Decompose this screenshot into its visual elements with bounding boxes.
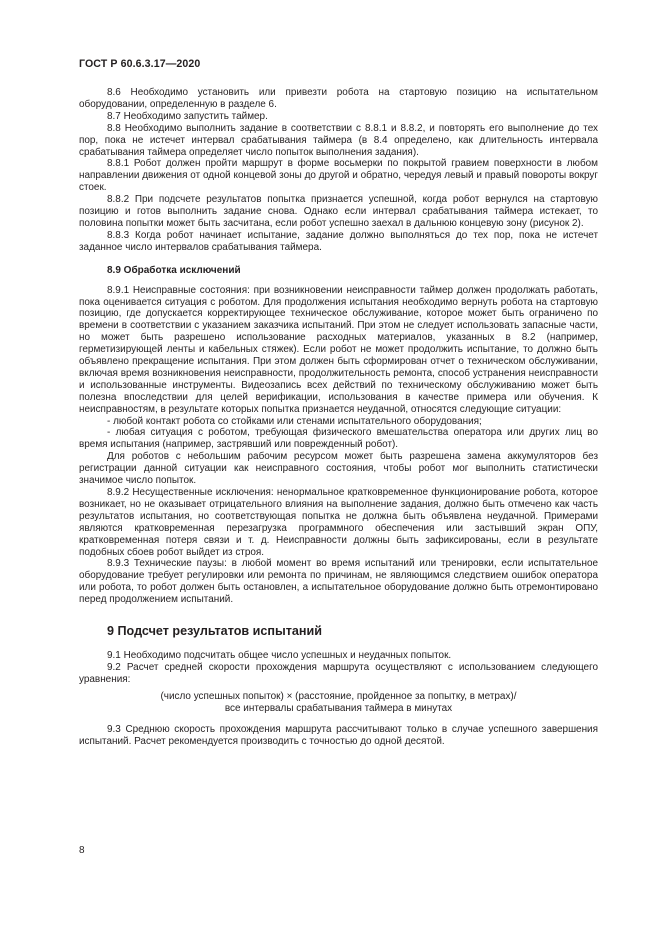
section-heading-8-9: 8.9 Обработка исключений	[107, 264, 241, 276]
paragraph-9-2: 9.2 Расчет средней скорости прохождения маршрута осуществляют с использованием следующего уравнения:	[79, 661, 598, 685]
paragraph-8-9-1: 8.9.1 Неисправные состояния: при возникновении неисправности таймер должен продолжать работать, пока оценивается ситуация с роботом. Для продолжения испытания необходимо вернуть робота на стартовую позицию, где допускается корректирующее техническое обслуживание, которое может быть ограничено по времени в соответствии с указанием заказчика испытаний. При этом не следует использовать запасные части, но может быть разрешено использование расходных материалов, указанных в 8.2 (например, герметизирующей ленты и кабельных стяжек). Если робот не может продолжить испытание, то должно быть объявлено прекращение испытания. При этом должен быть сформирован отчет о техническом обслуживании, включая время возникновения неисправности, продолжительность ремонта, способ устранения неисправности и использованные инструменты. Видеозапись всех действий по техническому обслуживанию может быть полезна впоследствии для целей верификации, использования в качестве примера или обучения. К неисправностям, в результате которых попытка признается неудачной, относятся следующие ситуации:	[79, 284, 598, 415]
paragraph-8-8-1: 8.8.1 Робот должен пройти маршрут в форме восьмерки по покрытой гравием поверхности в любом направлении движения от одной концевой зоны до другой и обратно, чередуя левый и правый повороты вокруг стоек.	[79, 158, 598, 194]
paragraph-8-9-2: 8.9.2 Несущественные исключения: ненормальное кратковременное функционирование робота, которое возникает, но не оказывает отрицательного влияния на выполнение задания, должно быть отмечено как часть результатов испытания, но соответствующая попытка не должна быть объявлена неудачной. Примерами являются кратковременная перезагрузка программного обеспечения или застывший экран ОПУ, кратковременная потеря связи и т. д. Неисправности должны быть зафиксированы, если в результате подобных сбоев робот выйдет из строя.	[79, 487, 598, 558]
document-id: ГОСТ Р 60.6.3.17—2020	[79, 58, 201, 70]
paragraph-8-8-2: 8.8.2 При подсчете результатов попытка признается успешной, когда робот вернулся на стартовую позицию и готов выполнить задание снова. Однако если интервал срабатывания таймера истекает, то половина попытки может быть засчитана, если робот успешно заехал в дальнюю концевую зону (рисунок 2).	[79, 194, 598, 229]
paragraph-9-3: 9.3 Среднюю скорость прохождения маршрута рассчитывают только в случае успешного завершения испытаний. Расчет рекомендуется производить с точностью до одной десятой.	[79, 723, 598, 747]
formula	[79, 691, 598, 715]
list-item: - любой контакт робота со стойками или стенами испытательного оборудования;	[107, 415, 482, 427]
page-number: 8	[79, 845, 85, 856]
chapter-heading-9: 9 Подсчет результатов испытаний	[107, 624, 322, 639]
list-item: - любая ситуация с роботом, требующая физического вмешательства оператора или других лиц во время испытания (например, застрявший или поврежденный робот).	[79, 427, 598, 451]
paragraph-9-1: 9.1 Необходимо подсчитать общее число успешных и неудачных попыток.	[107, 650, 452, 662]
paragraph-8-8-3: 8.8.3 Когда робот начинает испытание, задание должно выполняться до тех пор, пока не истечет заданное число интервалов срабатывания таймера.	[79, 229, 598, 253]
paragraph-8-8: 8.8 Необходимо выполнить задание в соответствии с 8.8.1 и 8.8.2, и повторять его выполнение до тех пор, пока не истечет интервал срабатывания таймера (в 8.4 определено, как длительность интервала срабатывания таймера определяет число попыток выполнения задания).	[79, 122, 598, 158]
formula-line-2: все интервалы срабатывания таймера в минутах	[224, 702, 453, 714]
paragraph-8-7: 8.7 Необходимо запустить таймер.	[107, 110, 268, 122]
paragraph-8-6: 8.6 Необходимо установить или привезти робота на стартовую позицию на испытательном оборудовании, определенную в разделе 6.	[79, 87, 598, 110]
paragraph-8-9-3: 8.9.3 Технические паузы: в любой момент во время испытаний или тренировки, если испытательное оборудование требует регулировки или ремонта по причинам, не являющимся следствием ошибок оператора или робота, то робот должен быть остановлен, а испытательное оборудование должно быть отремонтировано перед продолжением испытаний.	[79, 558, 598, 606]
paragraph-batteries: Для роботов с небольшим рабочим ресурсом может быть разрешена замена аккумуляторов без регистрации данной ситуации как неисправного состояния, чтобы робот мог выполнить статистически значимое число попыток.	[79, 451, 598, 487]
formula-line-1: (число успешных попыток) × (расстояние, пройденное за попытку, в метрах)/	[160, 690, 517, 702]
document-body	[79, 87, 598, 747]
